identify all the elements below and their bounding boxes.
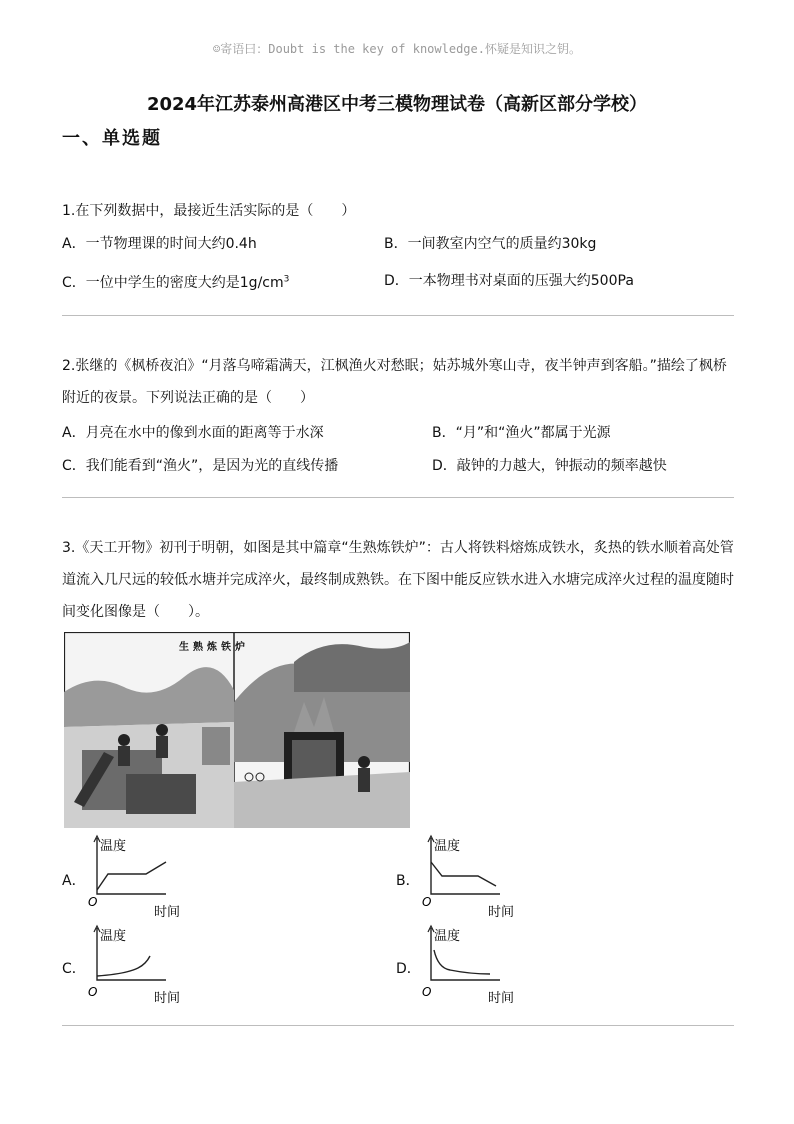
graph-c-origin: O bbox=[88, 985, 98, 999]
graph-a-ylabel: 温度 bbox=[100, 839, 127, 854]
graph-b-ylabel: 温度 bbox=[434, 839, 461, 854]
unit-superscript: 3 bbox=[283, 274, 290, 285]
divider-3 bbox=[62, 1025, 734, 1026]
divider-2 bbox=[62, 497, 734, 498]
paper-title: 2024年江苏泰州高港区中考三模物理试卷（高新区部分学校） bbox=[146, 94, 648, 115]
graph-a-origin: O bbox=[88, 895, 98, 909]
graph-d[interactable] bbox=[420, 922, 530, 1016]
question-1-option-d[interactable]: D．一本物理书对桌面的压强大约500Pa bbox=[384, 273, 634, 289]
question-2-stem: 2.张继的《枫桥夜泊》“月落乌啼霜满天，江枫渔火对愁眠；姑苏城外寒山寺，夜半钟声到客船。”描绘了枫桥附近的夜景。下列说法正确的是（ ） bbox=[62, 358, 727, 406]
illustration-caption: 生熟炼铁炉 bbox=[179, 642, 249, 653]
graph-b[interactable] bbox=[420, 832, 530, 926]
graph-a-xlabel: 时间 bbox=[154, 905, 181, 920]
question-1-option-a[interactable]: A．一节物理课的时间大约0.4h bbox=[62, 236, 257, 252]
graph-c[interactable] bbox=[86, 922, 196, 1016]
graph-d-ylabel: 温度 bbox=[434, 929, 461, 944]
graph-option-b-label[interactable]: B． bbox=[396, 873, 420, 889]
question-2-option-a[interactable]: A．月亮在水中的像到水面的距离等于水深 bbox=[62, 425, 324, 441]
graph-option-d-label[interactable]: D． bbox=[396, 961, 421, 977]
question-2-option-d[interactable]: D．敲钟的力越大，钟振动的频率越快 bbox=[432, 458, 667, 474]
question-1-option-c-text: C．一位中学生的密度大约是1g/cm bbox=[62, 275, 284, 291]
header-motto: ☺寄语曰：Doubt is the key of knowledge.怀疑是知识之钥。 bbox=[213, 42, 581, 56]
graph-option-a-label[interactable]: A． bbox=[62, 873, 86, 889]
graph-b-origin: O bbox=[422, 895, 432, 909]
section-heading: 一、单选题 bbox=[62, 128, 162, 149]
question-1-stem: 1.在下列数据中，最接近生活实际的是（ ） bbox=[62, 203, 356, 219]
graph-d-origin: O bbox=[422, 985, 432, 999]
graph-option-c-label[interactable]: C． bbox=[62, 961, 86, 977]
graph-d-xlabel: 时间 bbox=[488, 991, 515, 1006]
graph-b-xlabel: 时间 bbox=[488, 905, 515, 920]
woodcut-illustration bbox=[64, 632, 410, 828]
question-2-option-c[interactable]: C．我们能看到“渔火”，是因为光的直线传播 bbox=[62, 458, 339, 474]
question-1-option-c[interactable] bbox=[62, 276, 289, 290]
question-2-option-b[interactable]: B．“月”和“渔火”都属于光源 bbox=[432, 425, 611, 441]
divider-1 bbox=[62, 315, 734, 316]
question-1-option-b[interactable]: B．一间教室内空气的质量约30kg bbox=[384, 236, 597, 252]
graph-c-xlabel: 时间 bbox=[154, 991, 181, 1006]
graph-c-ylabel: 温度 bbox=[100, 929, 127, 944]
question-3-stem: 3.《天工开物》初刊于明朝，如图是其中篇章“生熟炼铁炉”：古人将铁料熔炼成铁水，炙热的铁水顺着高处管道流入几尺远的较低水塘并完成淬火，最终制成熟铁。在下图中能反应铁水进入水塘完成淬火过程的温度随时间变化图像是（ ）。 bbox=[62, 540, 734, 620]
graph-a[interactable] bbox=[86, 832, 196, 926]
